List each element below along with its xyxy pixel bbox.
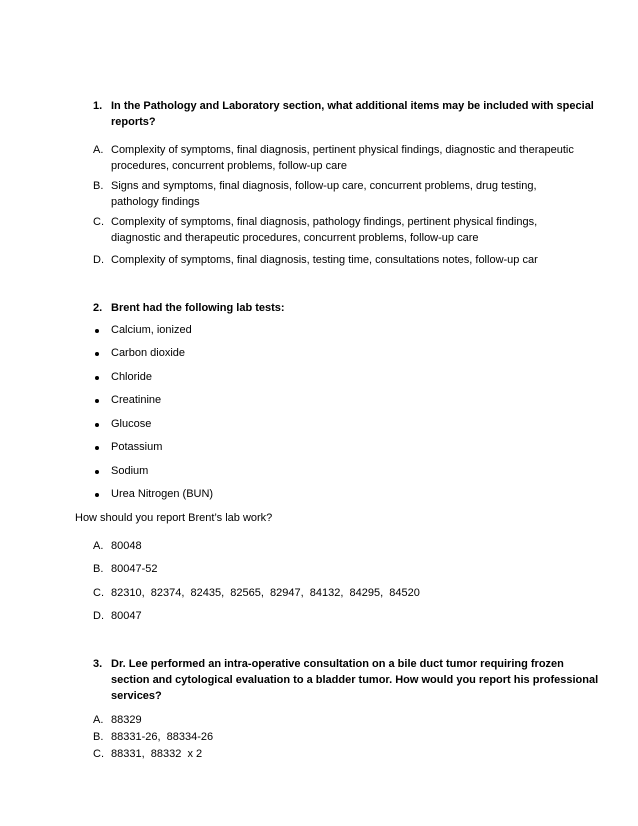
q2-option-d-text: 80047 [111, 610, 142, 622]
bullet-icon [95, 446, 99, 450]
q2-option-d-label: D. [93, 610, 104, 622]
q3-prompt-line3: services? [111, 690, 162, 702]
q1-option-d-line1: Complexity of symptoms, final diagnosis, testing time, consultations notes, follow-up car [111, 254, 538, 266]
q1-option-b-line1: Signs and symptoms, final diagnosis, follow-up care, concurrent problems, drug testing, [111, 180, 537, 192]
list-item: Urea Nitrogen (BUN) [111, 488, 214, 500]
q1-option-a-line1: Complexity of symptoms, final diagnosis, pertinent physical findings, diagnostic and therapeutic [111, 144, 574, 156]
q2-question: How should you report Brent’s lab work? [75, 512, 273, 524]
q1-option-a-line2: procedures, concurrent problems, follow-up care [111, 160, 348, 172]
bullet-icon [95, 493, 99, 497]
q3-option-b-text: 88331-26, 88334-26 [111, 731, 214, 743]
q2-option-b-label: B. [93, 563, 104, 575]
list-item: Carbon dioxide [111, 347, 185, 359]
bullet-icon [95, 470, 99, 474]
q2-option-c-label: C. [93, 587, 104, 599]
q2-option-b-text: 80047-52 [111, 563, 158, 575]
bullet-icon [95, 399, 99, 403]
q3-option-c-text: 88331, 88332 x 2 [111, 748, 203, 760]
bullet-icon [95, 352, 99, 356]
bullet-icon [95, 423, 99, 427]
q2-option-c-text: 82310, 82374, 82435, 82565, 82947, 84132, 84295, 84520 [111, 587, 420, 599]
bullet-icon [95, 376, 99, 380]
q3-option-a-text: 88329 [111, 714, 142, 726]
q3-option-b-label: B. [93, 731, 104, 743]
q1-option-b-label: B. [93, 180, 104, 192]
q2-option-a-label: A. [93, 540, 104, 552]
bullet-icon [95, 329, 99, 333]
q3-number: 3. [93, 658, 103, 670]
q1-option-c-label: C. [93, 216, 104, 228]
q1-option-a-label: A. [93, 144, 104, 156]
list-item: Sodium [111, 465, 149, 477]
list-item: Calcium, ionized [111, 324, 192, 336]
q1-option-c-line2: diagnostic and therapeutic procedures, concurrent problems, follow-up care [111, 232, 479, 244]
q3-option-a-label: A. [93, 714, 104, 726]
list-item: Glucose [111, 418, 152, 430]
q2-number: 2. [93, 302, 103, 314]
q3-option-c-label: C. [93, 748, 104, 760]
q1-option-d-label: D. [93, 254, 104, 266]
q1-number: 1. [93, 100, 103, 112]
list-item: Creatinine [111, 394, 162, 406]
list-item: Potassium [111, 441, 163, 453]
q1-prompt-line2: reports? [111, 116, 156, 128]
q3-prompt-line2: section and cytological evaluation to a bladder tumor. How would you report his professional [111, 674, 599, 686]
q1-option-b-line2: pathology findings [111, 196, 200, 208]
list-item: Chloride [111, 371, 152, 383]
q2-option-a-text: 80048 [111, 540, 142, 552]
q1-prompt-line1: In the Pathology and Laboratory section, what additional items may be included with special [111, 100, 594, 112]
q2-prompt: Brent had the following lab tests: [111, 302, 285, 314]
q1-option-c-line1: Complexity of symptoms, final diagnosis, pathology findings, pertinent physical findings, [111, 216, 538, 228]
q3-prompt-line1: Dr. Lee performed an intra-operative consultation on a bile duct tumor requiring frozen [111, 658, 564, 670]
